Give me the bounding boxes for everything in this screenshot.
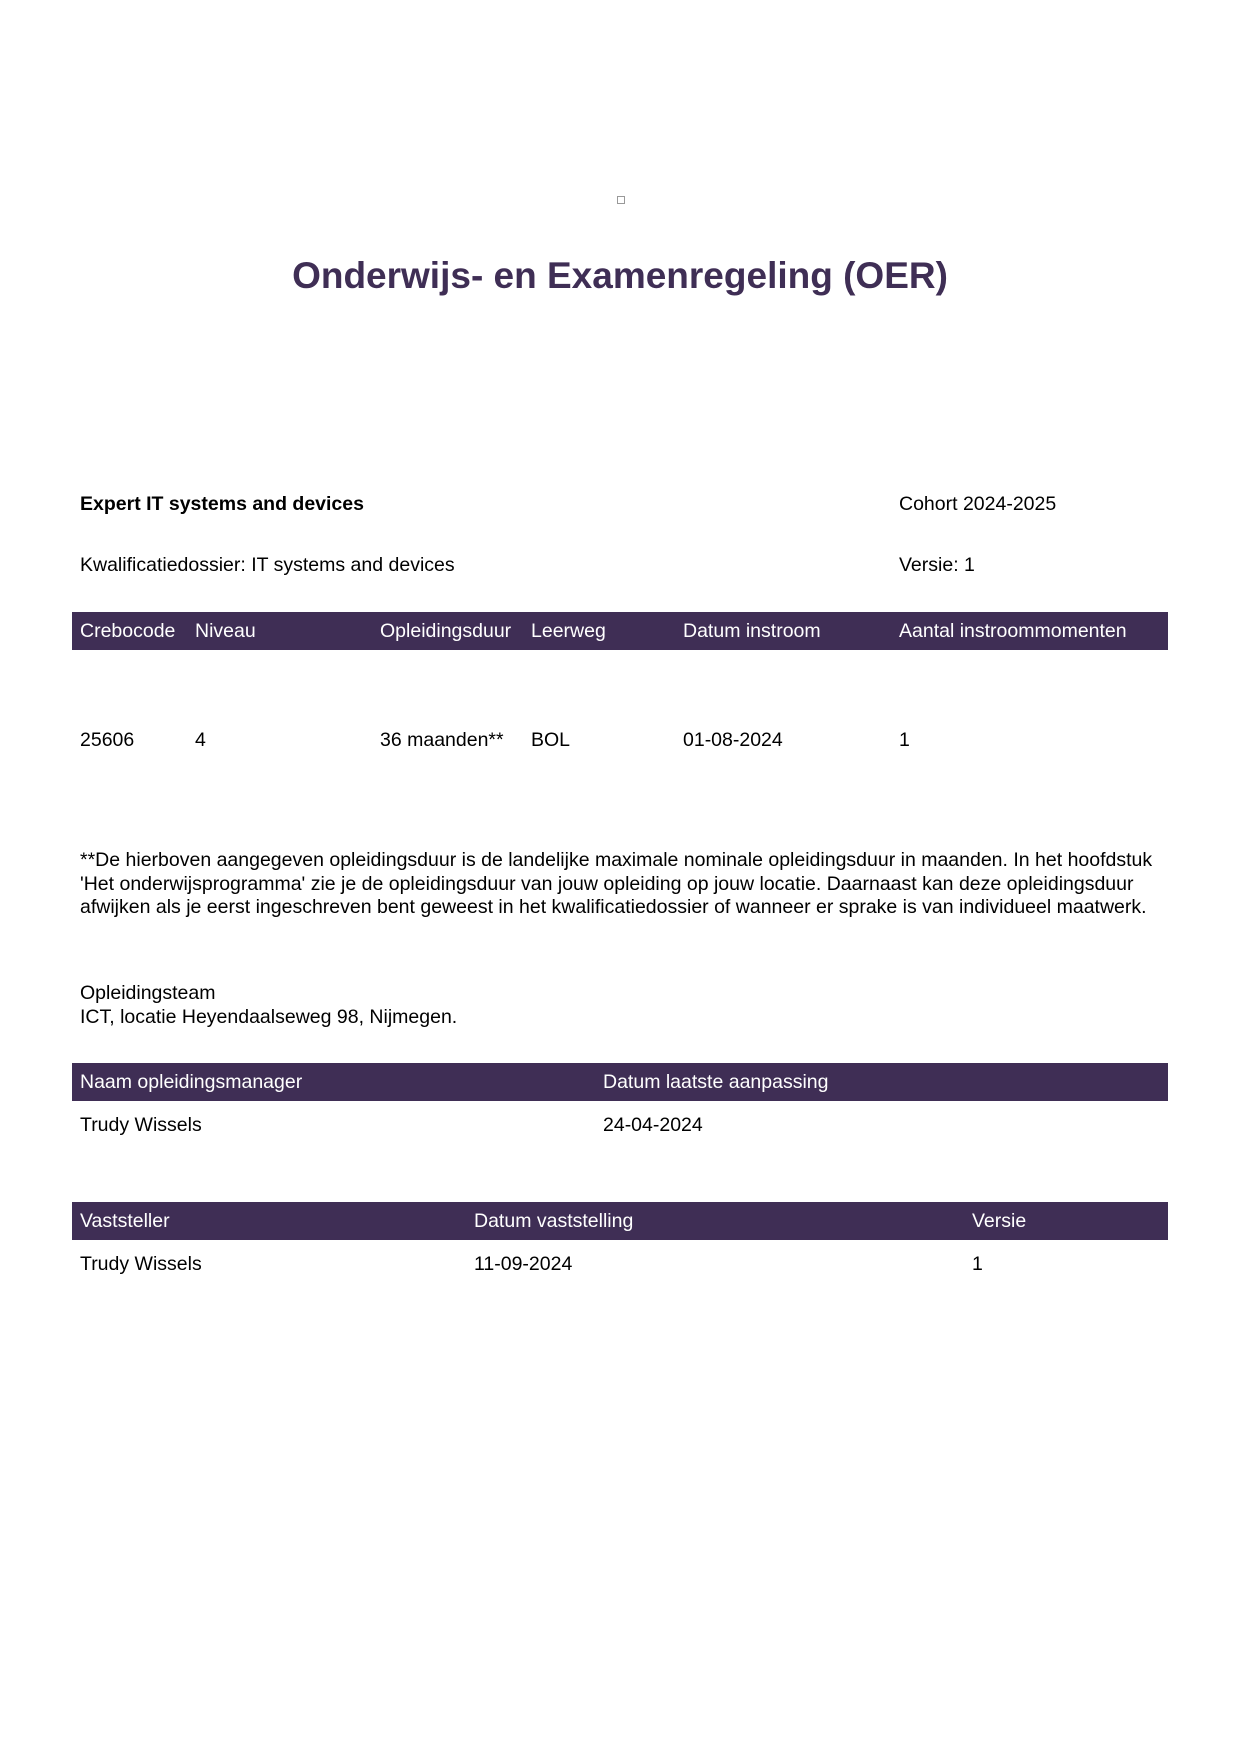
cell-last-modified: 24-04-2024 [603, 1114, 703, 1136]
cell-datum-instroom: 01-08-2024 [683, 729, 783, 751]
header-leerweg: Leerweg [531, 620, 606, 642]
cell-leerweg: BOL [531, 729, 571, 751]
header-aantal-instroommomenten: Aantal instroommomenten [899, 620, 1127, 642]
team-location: ICT, locatie Heyendaalseweg 98, Nijmegen. [80, 1006, 458, 1028]
cell-approval-version: 1 [972, 1253, 983, 1275]
document-title: Onderwijs- en Examenregeling (OER) [292, 255, 948, 296]
footnote-paragraph: **De hierboven aangegeven opleidingsduur is de landelijke maximale nominale opleidingsduur in maanden. In het hoofdstuk 'Het onderwijsprogramma' zie je de opleidingsduur van jouw opleiding op jouw locatie. Daarnaast kan deze opleidingsduur afwijken als je eerst ingeschreven bent geweest in het kwalificatiedossier of wanneer er sprake is van individueel maatwerk. [80, 849, 1153, 918]
manager-table-header [72, 1063, 1168, 1101]
team-label: Opleidingsteam [80, 982, 216, 1004]
header-crebocode: Crebocode [80, 620, 176, 642]
cell-aantal-instroommomenten: 1 [899, 729, 910, 751]
version-label: Versie: 1 [899, 554, 975, 576]
cell-manager-name: Trudy Wissels [80, 1114, 202, 1136]
header-opleidingsduur: Opleidingsduur [380, 620, 512, 642]
program-table-header [72, 612, 1168, 650]
header-naam-opleidingsmanager: Naam opleidingsmanager [80, 1071, 303, 1093]
approval-table-header [72, 1202, 1168, 1240]
header-datum-laatste-aanpassing: Datum laatste aanpassing [603, 1071, 829, 1093]
qualification-dossier: Kwalificatiedossier: IT systems and devices [80, 554, 455, 576]
cell-approver-name: Trudy Wissels [80, 1253, 202, 1275]
logo-placeholder-icon [617, 196, 625, 204]
header-datum-vaststelling: Datum vaststelling [474, 1210, 634, 1232]
header-vaststeller: Vaststeller [80, 1210, 170, 1232]
program-name: Expert IT systems and devices [80, 493, 364, 515]
cell-opleidingsduur: 36 maanden** [380, 729, 504, 751]
cell-niveau: 4 [195, 729, 206, 751]
cell-approval-date: 11-09-2024 [474, 1253, 573, 1275]
header-datum-instroom: Datum instroom [683, 620, 821, 642]
header-niveau: Niveau [195, 620, 256, 642]
cohort-label: Cohort 2024-2025 [899, 493, 1057, 515]
cell-crebocode: 25606 [80, 729, 135, 751]
header-versie: Versie [972, 1210, 1027, 1232]
